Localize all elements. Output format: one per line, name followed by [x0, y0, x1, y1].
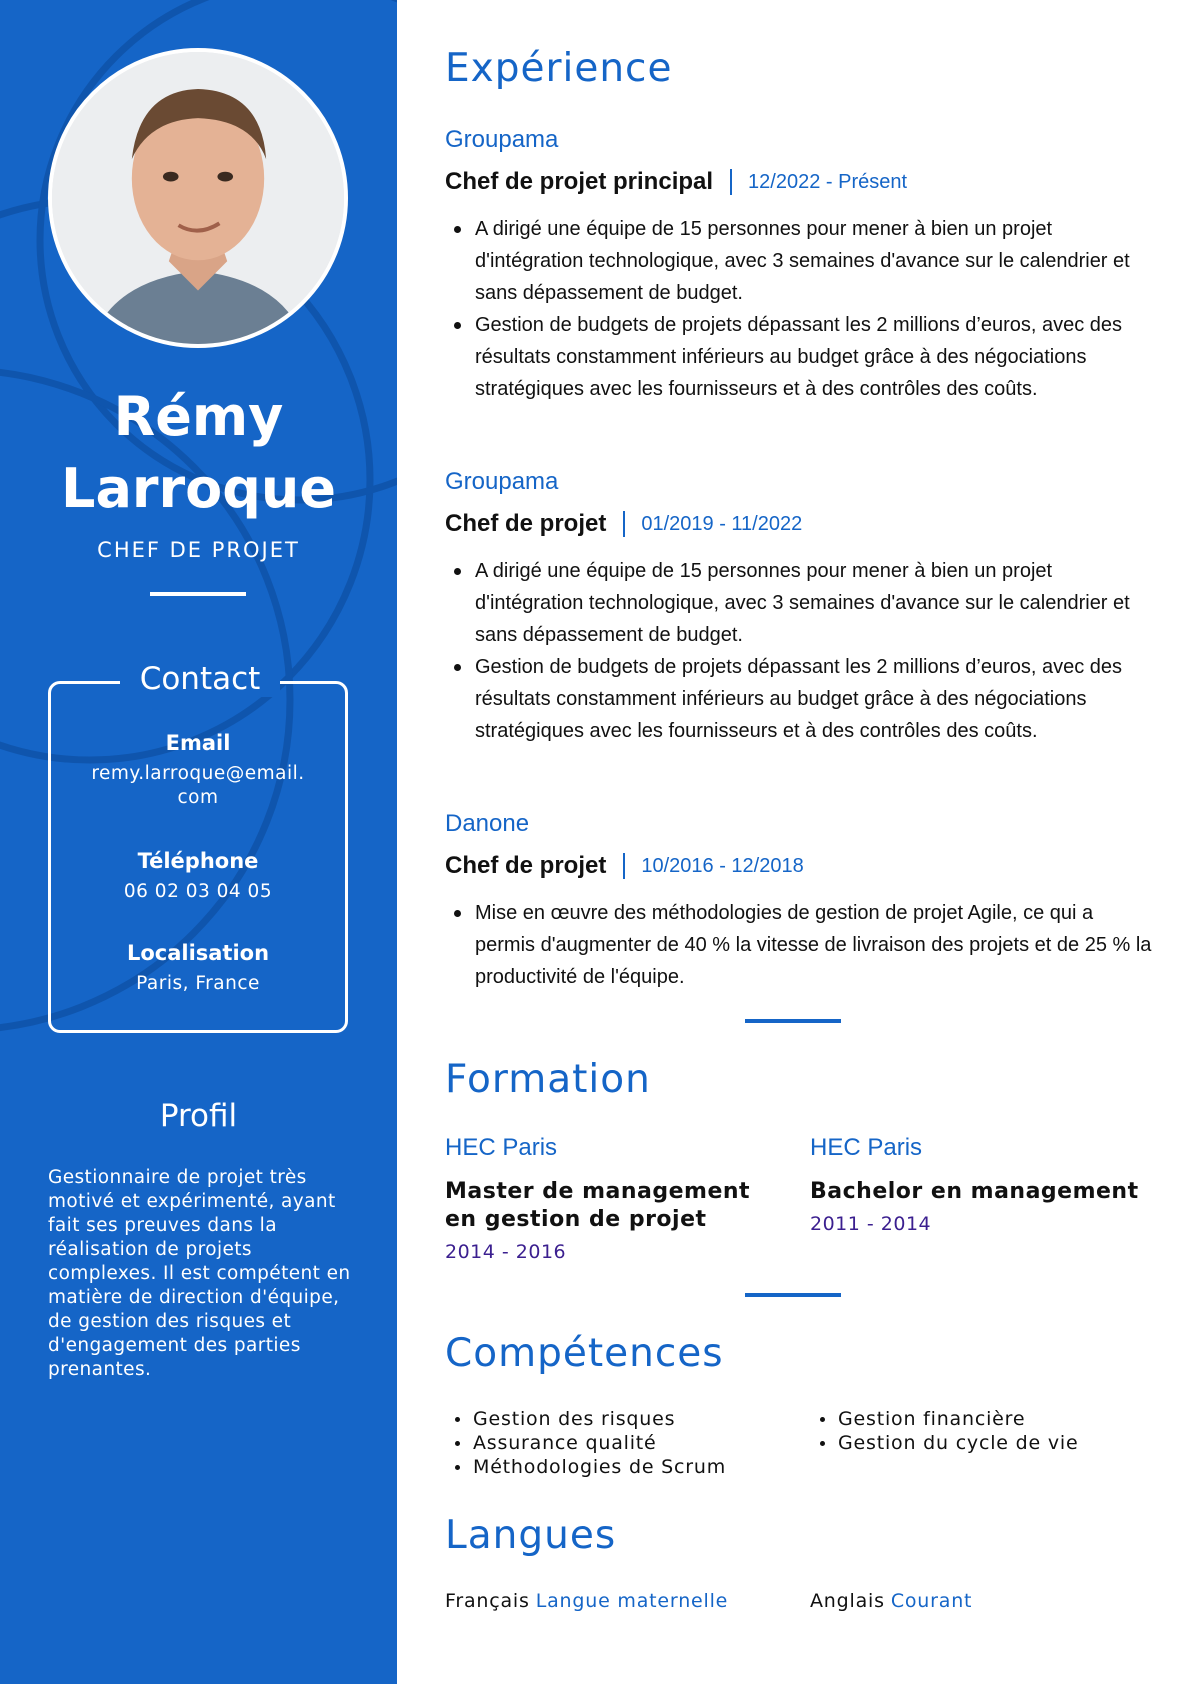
job-bullet: Gestion de budgets de projets dépassant les 2 millions d’euros, avec des résultats constamment inférieurs au budget grâce à des négociations stratégiques avec les fournisseurs et à des contrôles des coûts.	[473, 651, 1153, 747]
location-value: Paris, France	[136, 973, 260, 994]
job-role-line	[445, 510, 802, 538]
job-role-line	[445, 168, 907, 196]
contact-location	[48, 938, 348, 996]
job-title: CHEF DE PROJET	[97, 538, 300, 562]
location-label: Localisation	[126, 941, 270, 965]
skill-item: Gestion financière	[810, 1407, 1078, 1431]
job-company: Danone	[445, 810, 530, 837]
job-company: Groupama	[445, 126, 559, 153]
contact-email	[48, 728, 348, 810]
email-line-2: com	[177, 787, 219, 808]
job-dates: 01/2019 - 11/2022	[641, 512, 803, 535]
language-item	[445, 1590, 728, 1612]
languages-heading: Langues	[445, 1513, 617, 1558]
person-portrait-icon	[52, 52, 344, 344]
job-bullet: Mise en œuvre des méthodologies de gestion de projet Agile, ce qui a permis d'augmenter de 40 % la vitesse de livraison des projets et de 25 % la productivité de l'équipe.	[473, 897, 1153, 993]
profile-text: Gestionnaire de projet très motivé et expérimenté, ayant fait ses preuves dans la réalisation de projets complexes. Il est compétent en matière de direction d'équipe, de gestion des risques et d'engagement des parties prenantes.	[48, 1167, 351, 1380]
job-dates: 10/2016 - 12/2018	[641, 854, 804, 877]
job-bullet: A dirigé une équipe de 15 personnes pour mener à bien un projet d'intégration technologique, avec 3 semaines d'avance sur le calendrier et sans dépassement de budget.	[473, 213, 1153, 309]
section-divider	[745, 1019, 841, 1023]
email-value[interactable]	[48, 762, 348, 810]
title-divider	[150, 592, 246, 596]
edu-school: HEC Paris	[445, 1134, 558, 1161]
language-item	[810, 1590, 972, 1612]
language-name: Français	[445, 1590, 530, 1612]
skill-item: Assurance qualité	[445, 1431, 726, 1455]
skill-item: Gestion des risques	[445, 1407, 726, 1431]
first-name: Rémy	[113, 385, 284, 448]
job-dates: 12/2022 - Présent	[748, 170, 908, 193]
job-bullet: Gestion de budgets de projets dépassant les 2 millions d’euros, avec des résultats constamment inférieurs au budget grâce à des négociations stratégiques avec les fournisseurs et à des contrôles des coûts.	[473, 309, 1153, 405]
contact-heading: Contact	[120, 661, 280, 697]
experience-heading: Expérience	[445, 46, 673, 91]
edu-degree: Master de management en gestion de projet	[445, 1179, 751, 1232]
edu-school: HEC Paris	[810, 1134, 923, 1161]
phone-value[interactable]: 06 02 03 04 05	[123, 881, 273, 902]
last-name: Larroque	[61, 457, 336, 520]
job-bullets	[473, 897, 1153, 993]
contact-phone	[48, 846, 348, 904]
job-bullets	[473, 555, 1153, 747]
person-name	[0, 381, 397, 525]
job-bullets	[473, 213, 1153, 405]
email-line-1: remy.larroque@email.	[91, 763, 305, 784]
job-role: Chef de projet	[445, 510, 607, 537]
skills-list-1	[445, 1407, 726, 1479]
language-name: Anglais	[810, 1590, 885, 1612]
skill-item: Gestion du cycle de vie	[810, 1431, 1078, 1455]
phone-label: Téléphone	[137, 849, 259, 873]
job-role: Chef de projet	[445, 852, 607, 879]
job-role-line	[445, 852, 804, 880]
language-level: Courant	[890, 1590, 973, 1612]
language-level: Langue maternelle	[535, 1590, 729, 1612]
role-separator	[730, 169, 732, 195]
skill-item: Méthodologies de Scrum	[445, 1455, 726, 1479]
job-role: Chef de projet principal	[445, 168, 714, 195]
job-company: Groupama	[445, 468, 559, 495]
sidebar	[0, 0, 397, 1684]
skills-heading: Compétences	[445, 1331, 724, 1376]
email-label: Email	[165, 731, 231, 755]
profile-heading: Profil	[159, 1098, 238, 1134]
role-separator	[623, 853, 625, 879]
skills-list-2	[810, 1407, 1078, 1455]
profile-photo	[48, 48, 348, 348]
edu-dates: 2014 - 2016	[445, 1241, 567, 1263]
role-separator	[623, 511, 625, 537]
edu-dates: 2011 - 2014	[810, 1213, 932, 1235]
section-divider	[745, 1293, 841, 1297]
job-bullet: A dirigé une équipe de 15 personnes pour mener à bien un projet d'intégration technologique, avec 3 semaines d'avance sur le calendrier et sans dépassement de budget.	[473, 555, 1153, 651]
edu-degree: Bachelor en management	[810, 1179, 1139, 1204]
education-heading: Formation	[445, 1057, 651, 1102]
